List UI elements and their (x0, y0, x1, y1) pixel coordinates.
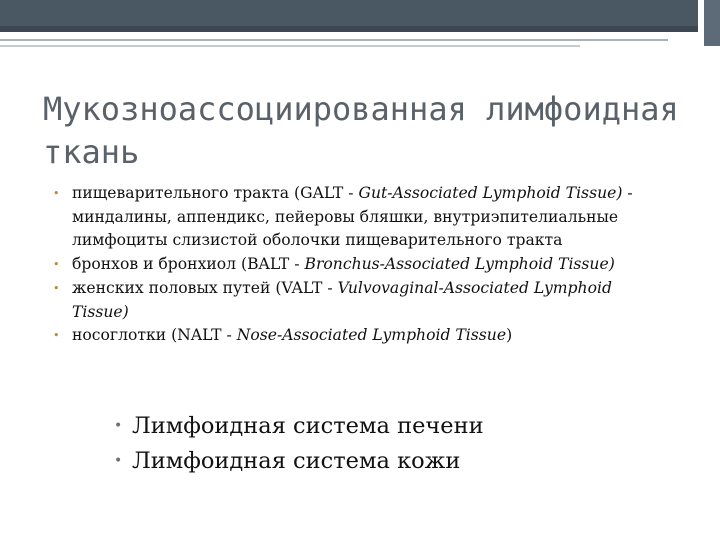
bullet-text-italic: Bronchus-Associated Lymphoid Tissue) (304, 255, 615, 274)
bullet-item-balt (50, 253, 670, 277)
bullet-dot-icon: • (53, 329, 60, 343)
sub-bullet-text: Лимфоидная система кожи (132, 448, 461, 474)
bullet-text: бронхов и бронхиол (BALT - (72, 255, 305, 274)
bullet-list (50, 182, 670, 348)
bullet-text: носоглотки (NALT - (72, 326, 237, 345)
bullet-item-nalt (50, 324, 670, 348)
bullet-dot-icon: • (53, 187, 60, 200)
sub-bullet-text: Лимфоидная система печени (132, 413, 484, 439)
slide-title: Мукозноассоциированная лимфоидная ткань (43, 90, 679, 171)
header-accent-bar (704, 0, 720, 46)
bullet-text-rest: - миндалины, аппендикс, пейеровы бляшки, внутриэпителиальные лимфоциты слизистой оболочки пищеварительного тракта (72, 184, 633, 250)
bullet-text: женских половых путей (VALT - (72, 278, 338, 297)
sub-bullet-dot-icon: • (114, 418, 123, 434)
bullet-text-italic: Vulvovaginal-Associated Lymphoid Tissue) (72, 278, 612, 321)
bullet-item-galt (50, 182, 670, 253)
bullet-dot-icon: • (53, 281, 60, 295)
bullet-text-italic: Gut-Associated Lymphoid Tissue) (358, 184, 623, 202)
sub-bullet-dot-icon: • (114, 453, 123, 469)
header-rule-secondary (0, 45, 580, 47)
bullet-item-valt (50, 277, 670, 324)
sub-bullet-skin (108, 444, 484, 479)
bullet-text: пищеварительного тракта (GALT - (72, 184, 359, 202)
bullet-text-italic: Nose-Associated Lymphoid Tissue (236, 326, 507, 345)
sub-bullet-list (108, 409, 484, 479)
header-rule (0, 39, 668, 41)
sub-bullet-liver (108, 409, 484, 444)
bullet-dot-icon: • (53, 258, 60, 272)
bullet-text-rest: ) (506, 326, 513, 345)
header-bar (0, 0, 698, 32)
